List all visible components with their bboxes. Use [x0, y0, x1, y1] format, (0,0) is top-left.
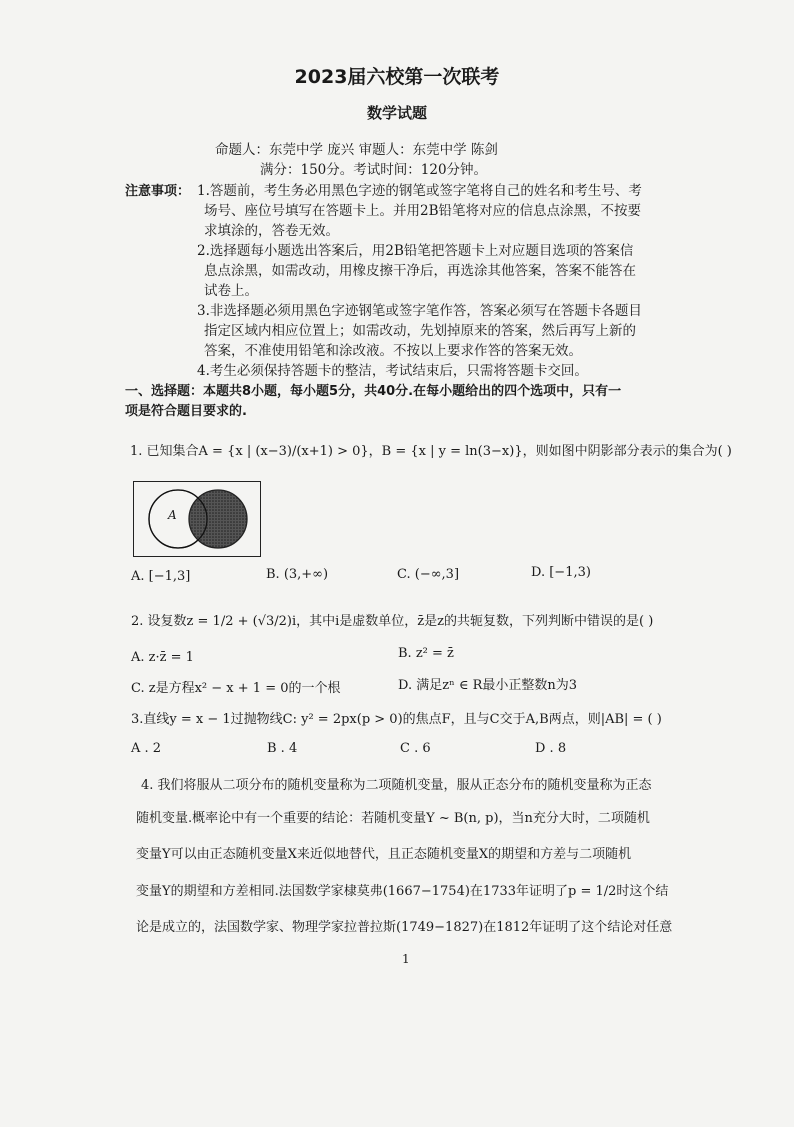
notice-label: 注意事项： [125, 184, 191, 199]
q3-option-d: D . 8 [535, 741, 567, 756]
notice-line: 3.非选择题必须用黑色字迹钢笔或签字笔作答，答案必须写在答题卡各题目 [197, 303, 642, 319]
score-time-line: 满分：150分。考试时间：120分钟。 [260, 162, 488, 178]
q1-option-d: D. [−1,3) [531, 565, 591, 580]
q1-option-c: C. (−∞,3] [397, 567, 460, 582]
q3-option-b: B . 4 [267, 741, 298, 756]
exam-title: 2023届六校第一次联考 [294, 66, 500, 88]
venn-svg [134, 482, 260, 556]
question-3-stem: 3.直线y = x − 1过抛物线C: y² = 2px(p > 0)的焦点F，且与C交于A,B两点，则|AB| = ( ) [131, 712, 662, 727]
q3-option-c: C . 6 [400, 741, 431, 756]
page-number: 1 [402, 952, 410, 966]
notice-line: 场号、座位号填写在答题卡上。并用2B铅笔将对应的信息点涂黑，不按要 [204, 203, 642, 219]
q2-option-a: A. z·z̄ = 1 [131, 650, 194, 665]
section-heading: 一、选择题：本题共8小题，每小题5分，共40分.在每小题给出的四个选项中，只有一 [125, 384, 622, 399]
question-4-line: 变量Y可以由正态随机变量X来近似地替代，且正态随机变量X的期望和方差与二项随机 [136, 847, 632, 862]
venn-diagram [133, 481, 261, 557]
question-4-line: 论是成立的，法国数学家、物理学家拉普拉斯(1749−1827)在1812年证明了这个结论对任意 [136, 920, 673, 935]
question-2-stem: 2. 设复数z = 1/2 + (√3/2)i，其中i是虚数单位，z̄是z的共轭复数，下列判断中错误的是( ) [131, 614, 654, 629]
section-heading-cont: 项是符合题目要求的. [125, 404, 247, 419]
exam-subtitle: 数学试题 [366, 104, 427, 122]
q1-option-b: B. (3,+∞) [266, 567, 329, 582]
notice-line: 指定区域内相应位置上；如需改动，先划掉原来的答案，然后再写上新的 [204, 323, 636, 339]
question-1-stem: 1. 已知集合A = {x | (x−3)/(x+1) > 0}，B = {x | y = ln(3−x)}，则如图中阴影部分表示的集合为( ) [130, 444, 732, 459]
q1-option-a: A. [−1,3] [131, 569, 191, 584]
notice-line: 试卷上。 [204, 283, 258, 299]
notice-line: 1.答题前，考生务必用黑色字迹的钢笔或签字笔将自己的姓名和考生号、考 [197, 183, 642, 199]
set-b-shaded-circle [189, 490, 247, 548]
notice-line: 求填涂的，答卷无效。 [204, 223, 339, 239]
notice-line: 4.考生必须保持答题卡的整洁，考试结束后，只需将答题卡交回。 [197, 363, 588, 379]
authors-line: 命题人：东莞中学 庞兴 审题人：东莞中学 陈剑 [215, 142, 498, 158]
notice-line: 2.选择题每小题选出答案后，用2B铅笔把答题卡上对应题目选项的答案信 [197, 243, 634, 259]
q2-option-d: D. 满足zⁿ ∈ R最小正整数n为3 [398, 678, 578, 693]
question-4-line: 变量Y的期望和方差相同.法国数学家棣莫弗(1667−1754)在1733年证明了p = 1/2时这个结 [136, 884, 669, 899]
notice-line: 息点涂黑，如需改动，用橡皮擦干净后，再选涂其他答案，答案不能答在 [204, 263, 636, 279]
notice-line: 答案，不准使用铅笔和涂改液。不按以上要求作答的答案无效。 [204, 343, 582, 359]
venn-label-a: A [168, 508, 177, 522]
question-4-line: 随机变量.概率论中有一个重要的结论：若随机变量Y ~ B(n, p)，当n充分大时，二项随机 [136, 811, 650, 826]
q2-option-c: C. z是方程x² − x + 1 = 0的一个根 [131, 681, 341, 696]
question-4-line: 4. 我们将服从二项分布的随机变量称为二项随机变量，服从正态分布的随机变量称为正态 [141, 778, 652, 793]
q2-option-b: B. z² = z̄ [398, 646, 454, 661]
q3-option-a: A . 2 [131, 741, 162, 756]
